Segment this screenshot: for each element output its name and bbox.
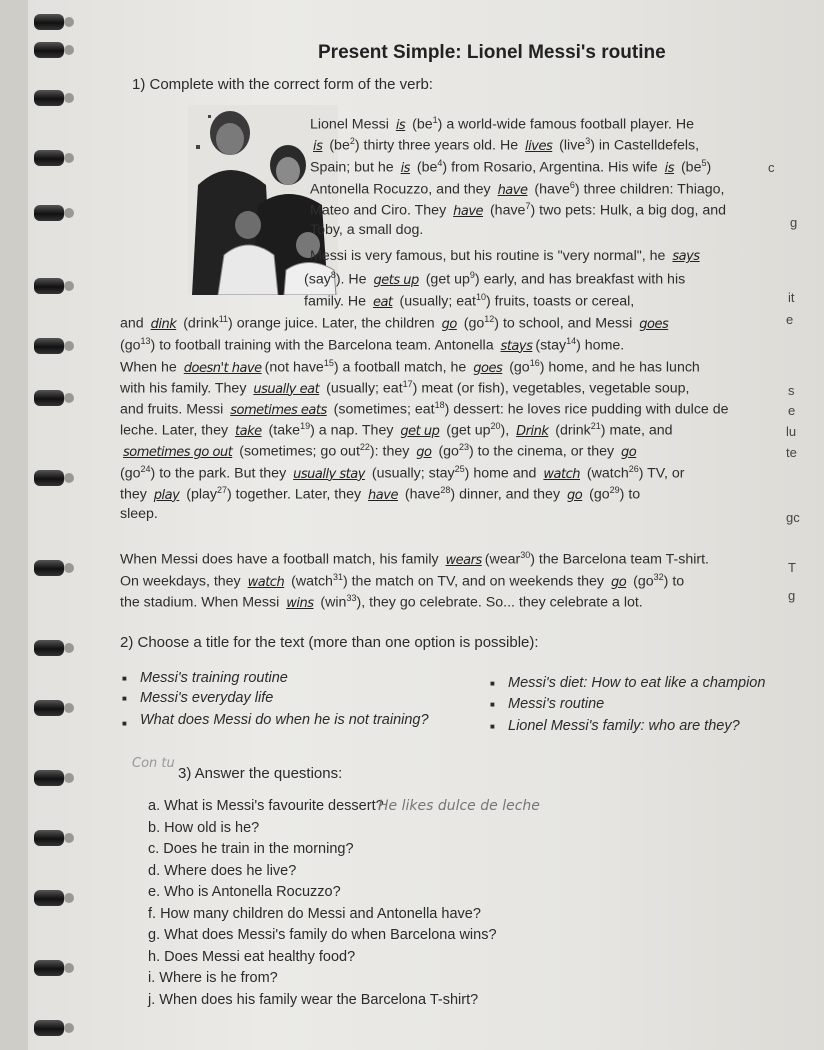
- exercise-line: [120, 421, 673, 439]
- handwritten-answer: says: [672, 249, 700, 264]
- text-segment: ) fruits, toasts or cereal,: [485, 293, 635, 310]
- handwritten-answer: is: [395, 117, 406, 133]
- exercise-line: [310, 158, 711, 176]
- question-item: i. Where is he from?: [148, 970, 278, 986]
- text-segment: (usually; stay: [367, 465, 455, 482]
- binding-ring: [34, 470, 64, 486]
- text-segment: ) home, and he has lunch: [539, 359, 700, 376]
- text-segment: (not have: [264, 359, 324, 376]
- blank-number: 23: [458, 442, 469, 452]
- text-segment: (go: [434, 443, 459, 460]
- text-segment: ) three children: Thiago,: [574, 181, 725, 198]
- binding-ring: [34, 640, 64, 656]
- title-option: ■ Lionel Messi's family: who are they?: [508, 718, 740, 734]
- blank-number: 22: [359, 442, 370, 452]
- exercise-line: [120, 314, 671, 332]
- text-segment: (be: [677, 159, 702, 176]
- text-segment: ) to football training with the Barcelona team. Antonella: [150, 337, 498, 354]
- text-segment: Spain; but he: [310, 159, 398, 176]
- text-segment: (be: [408, 116, 433, 133]
- text-segment: (sometimes; go out: [235, 443, 360, 460]
- text-segment: (get up: [442, 422, 491, 439]
- text-segment: they: [120, 486, 151, 503]
- text-segment: (have: [530, 181, 570, 198]
- text-segment: ) dessert: he loves rice pudding with dulce de: [444, 401, 729, 418]
- blank-number: 1: [432, 115, 438, 125]
- blank-number: 10: [475, 292, 486, 302]
- blank-number: 5: [701, 158, 707, 168]
- blank-number: 15: [323, 358, 334, 368]
- text-segment: (be: [325, 137, 350, 154]
- punch-hole: [64, 153, 74, 163]
- exercise-line: [304, 270, 685, 288]
- handwritten-answer: wears: [445, 552, 482, 568]
- punch-hole: [64, 208, 74, 218]
- handwritten-answer: usually stay: [293, 466, 365, 482]
- punch-hole: [64, 643, 74, 653]
- title-option: ■ Messi's training routine: [140, 670, 288, 686]
- text-segment: ) a nap. They: [310, 422, 398, 439]
- binding-ring: [34, 390, 64, 406]
- blank-number: 28: [440, 485, 451, 495]
- binding-ring: [34, 830, 64, 846]
- text-segment: ): [706, 159, 712, 176]
- text-segment: with his family. They: [120, 380, 251, 397]
- blank-number: 3: [585, 136, 591, 146]
- text-segment: ),: [500, 422, 514, 439]
- exercise-line: [120, 572, 684, 590]
- text-segment: (watch: [582, 465, 629, 482]
- handwritten-answer: have: [368, 487, 398, 503]
- handwritten-answer: play: [153, 487, 180, 503]
- handwritten-answer: take: [235, 423, 262, 439]
- punch-hole: [64, 1023, 74, 1033]
- text-segment: (watch: [287, 573, 333, 590]
- text-segment: (have: [400, 486, 441, 503]
- punch-hole: [64, 341, 74, 351]
- text-segment: On weekdays, they: [120, 573, 245, 590]
- punch-hole: [64, 893, 74, 903]
- text-segment: ) dinner, and they: [450, 486, 564, 503]
- binding-ring: [34, 890, 64, 906]
- title-option: ■ Messi's routine: [508, 696, 604, 712]
- blank-number: 4: [437, 158, 443, 168]
- exercise-line: [310, 201, 726, 219]
- blank-number: 8: [330, 270, 336, 280]
- binding-ring: [34, 560, 64, 576]
- text-segment: ) to school, and Messi: [494, 315, 637, 332]
- text-segment: ) the match on TV, and on weekends they: [342, 573, 608, 590]
- exercise-line: [120, 506, 158, 522]
- handwritten-answer: go: [621, 444, 637, 460]
- section1-heading: 1) Complete with the correct form of the verb:: [132, 76, 433, 93]
- text-segment: ) to the park. But they: [150, 465, 291, 482]
- text-segment: and: [120, 315, 148, 332]
- binding-ring: [34, 150, 64, 166]
- blank-number: 19: [300, 421, 311, 431]
- blank-number: 26: [628, 464, 639, 474]
- exercise-line: [310, 136, 699, 154]
- text-segment: sleep.: [120, 506, 158, 522]
- handwritten-answer: goes: [473, 360, 503, 376]
- blank-number: 33: [346, 593, 357, 603]
- binding-ring: [34, 770, 64, 786]
- punch-hole: [64, 393, 74, 403]
- binding-ring: [34, 278, 64, 294]
- text-segment: ). He: [335, 271, 371, 288]
- text-segment: leche. Later, they: [120, 422, 232, 439]
- binding-ring: [34, 700, 64, 716]
- handwritten-answer: sometimes eats: [230, 402, 327, 418]
- handwritten-answer: go: [566, 487, 583, 503]
- binding-ring: [34, 14, 64, 30]
- exercise-line: [304, 292, 634, 310]
- punch-hole: [64, 93, 74, 103]
- text-segment: (wear: [484, 551, 521, 568]
- binding-ring: [34, 42, 64, 58]
- blank-number: 24: [140, 464, 151, 474]
- handwritten-answer: wins: [286, 595, 314, 611]
- text-segment: ) in Castelldefels,: [590, 137, 700, 154]
- punch-hole: [64, 833, 74, 843]
- question-item: f. How many children do Messi and Antonella have?: [148, 905, 481, 922]
- answer-a-handwritten: He likes dulce de leche: [378, 798, 540, 814]
- exercise-line: [120, 336, 624, 354]
- text-segment: Mateo and Ciro. They: [310, 202, 451, 219]
- text-segment: (go: [585, 486, 610, 503]
- text-segment: (live: [555, 137, 586, 154]
- handwritten-answer: dink: [150, 316, 177, 332]
- text-segment: (play: [182, 486, 217, 503]
- blank-number: 21: [590, 421, 601, 431]
- text-segment: ) to: [619, 486, 641, 503]
- handwritten-answer: is: [664, 160, 675, 176]
- blank-number: 7: [525, 201, 531, 211]
- text-segment: ) a football match, he: [333, 359, 471, 376]
- punch-hole: [64, 703, 74, 713]
- text-segment: ) two pets: Hulk, a big dog, and: [530, 202, 727, 219]
- handwritten-answer: go: [441, 316, 457, 332]
- messi-family-photo: [188, 105, 338, 295]
- text-segment: (have: [486, 202, 526, 219]
- punch-hole: [64, 773, 74, 783]
- text-segment: ) meat (or fish), vegetables, vegetable soup,: [412, 380, 690, 397]
- blank-number: 18: [434, 400, 445, 410]
- question-item: g. What does Messi's family do when Barcelona wins?: [148, 927, 497, 943]
- text-segment: Toby, a small dog.: [310, 222, 424, 238]
- blank-number: 25: [454, 464, 465, 474]
- text-segment: (go: [629, 573, 654, 590]
- text-segment: (go: [120, 465, 141, 482]
- blank-number: 14: [566, 336, 577, 346]
- punch-hole: [64, 281, 74, 291]
- text-segment: (take: [264, 422, 301, 439]
- text-segment: ) from Rosario, Argentina. His wife: [442, 159, 662, 176]
- handwritten-answer: goes: [639, 316, 669, 332]
- blank-number: 13: [140, 336, 151, 346]
- exercise-line: [120, 379, 689, 397]
- blank-number: 30: [520, 550, 531, 560]
- text-segment: When he: [120, 359, 181, 376]
- text-segment: (be: [412, 159, 438, 176]
- text-segment: (drink: [551, 422, 591, 439]
- handwritten-answer: doesn't have: [183, 360, 262, 376]
- exercise-line: [310, 115, 694, 133]
- text-segment: the stadium. When Messi: [120, 594, 284, 611]
- exercise-line: [120, 593, 643, 611]
- binding-ring: [34, 205, 64, 221]
- text-segment: ) TV, or: [638, 465, 685, 482]
- handwritten-answer: sometimes go out: [123, 444, 233, 460]
- blank-number: 12: [484, 314, 495, 324]
- handwritten-answer: watch: [247, 574, 285, 590]
- handwritten-answer: have: [497, 182, 528, 198]
- spiral-binding: [28, 0, 68, 1050]
- handwritten-answer: Drink: [516, 423, 549, 439]
- text-segment: When Messi does have a football match, his family: [120, 551, 443, 568]
- text-segment: ) the Barcelona team T-shirt.: [530, 551, 709, 568]
- text-segment: ) to: [663, 573, 685, 590]
- exercise-line: [310, 222, 423, 238]
- text-segment: (say: [304, 271, 331, 288]
- question-item: h. Does Messi eat healthy food?: [148, 948, 356, 965]
- text-segment: (usually; eat: [395, 293, 476, 310]
- section3-heading: 3) Answer the questions:: [178, 765, 343, 782]
- worksheet-title: Present Simple: Lionel Messi's routine: [318, 42, 666, 63]
- text-segment: ) together. Later, they: [227, 486, 366, 503]
- question-item: c. Does he train in the morning?: [148, 841, 354, 857]
- handwritten-answer: eat: [372, 294, 393, 310]
- blank-number: 29: [609, 485, 620, 495]
- text-segment: ) home.: [576, 337, 625, 354]
- blank-number: 2: [349, 136, 355, 146]
- exercise-line: [120, 442, 639, 460]
- question-item: e. Who is Antonella Rocuzzo?: [148, 884, 341, 900]
- punch-hole: [64, 963, 74, 973]
- blank-number: 9: [469, 270, 475, 280]
- text-segment: and fruits. Messi: [120, 401, 228, 418]
- punch-hole: [64, 45, 74, 55]
- text-segment: Messi is very famous, but his routine is "very normal", he: [310, 248, 670, 264]
- handwritten-answer: have: [453, 203, 484, 219]
- question-item: j. When does his family wear the Barcelona T-shirt?: [148, 991, 479, 1008]
- text-segment: (drink: [179, 315, 219, 332]
- handwritten-answer: is: [313, 138, 323, 154]
- exercise-line: [120, 400, 729, 418]
- text-segment: ), they go celebrate. So... they celebrate a lot.: [356, 594, 643, 611]
- binding-ring: [34, 1020, 64, 1036]
- text-segment: (go: [505, 359, 530, 376]
- blank-number: 11: [218, 314, 229, 324]
- blank-number: 16: [529, 358, 540, 368]
- text-segment: ) to the cinema, or they: [468, 443, 619, 460]
- handwritten-answer: gets up: [373, 272, 419, 288]
- handwritten-answer: watch: [543, 466, 580, 482]
- text-segment: ): they: [369, 443, 414, 460]
- blank-number: 32: [653, 572, 664, 582]
- exercise-line: [310, 180, 725, 198]
- text-segment: (sometimes; eat: [329, 401, 435, 418]
- handwritten-answer: usually eat: [253, 381, 320, 397]
- punch-hole: [64, 17, 74, 27]
- section2-heading: 2) Choose a title for the text (more than one option is possible):: [120, 634, 539, 651]
- worksheet-page: Present Simple: Lionel Messi's routine 1) Complete with the correct form of the verb: Lionel Messi is $(be^1)$ a world-wide famous football player. He is $(be^2)$ thirty three years old. He lives (live$^3$) in Castelldefels, Spain; but he is $(be^4)$ from Rosario, Argentina. His wife is $(be^5)$ Antonella Rocuzzo, and they have (have$^6$) three children: Thiago, Mateo and Ciro. They have (have$^7$) two pets: Hulk, a big dog, and Toby, a small dog. Messi is very famous, but his routine is "very normal", he says (say$^8$). He gets up (get $up^9$) early, and has breakfast with his family. He eat (usually; eat$^{10}$) fruits, toasts or cereal, and dink (drink$^{11}$) orange juice. Later, the children go $(go^{12})$ to school, and Messi goes $(go^{13})$ to football training with the Barcelona team. Antonella stays (stay$^{14}$) home. When he doesn't have (not have$^{15}$) a football match, he goes $(go^{16})$ home, and he has lunch with his family. They usually eat (usually; eat$^{17}$) meat (or fish), vegetables, vegetable soup, and fruits. Messi sometimes eats (sometimes; eat$^{18}$) dessert: he loves rice pudding with dulce de leche. Later, they take (take$^{19}$) a nap. They get up (get $up^{20}$), Drink (drink$^{21}$) mate, and sometimes go out (sometimes; go out$^{22}$): they go $(go^{23})$ to the cinema, or they go $(go^{24})$ to the park. But they usually stay (usually; stay$^{25}$) home and watch (watch$^{26}$) TV, or they play (play$^{27}$) together. Later, they have (have$^{28}$) dinner, and they go $(go^{29})$ to sleep. When Messi does have a football match, his family wears (wear$^{30}$) the Barcelona team T-shirt. On weekdays, they watch (watch$^{31}$) the match on TV, and on weekends they go $(go^{32})$ to the stadium. When Messi wins (win$^{33}$), they go celebrate. So... they celebrate a lot. 2) Choose a title for the text (more than one option is possible): ■ Messi's training routine ■ Messi's everyday life ■ What does Messi do when he is not training? ■ Messi's diet: How to eat like a champion ■ Messi's routine ■ Lionel Messi's family: who are they? Con tu 3) Answer the questions: a. What is Messi's favourite dessert? b. How old is he? c. Does he train in the morning? d. Where does he live? e. Who is Antonella Rocuzzo? f. How many children do Messi and Antonella have? g. What does Messi's family do when Barcelona wins? h. Does Messi eat healthy food? i. Where is he from? j. When does his family wear the Barcelona T-shirt? He likes dulce de leche c g it e s e lu te gc T g: [28, 0, 824, 1050]
- title-option: ■ What does Messi do when he is not training?: [140, 710, 430, 730]
- blank-number: 17: [402, 379, 413, 389]
- text-segment: ) early, and has breakfast with his: [474, 271, 686, 288]
- handwritten-answer: go: [610, 574, 627, 590]
- title-option: ■ Messi's diet: How to eat like a champion: [508, 675, 765, 691]
- text-segment: ) a world-wide famous football player. He: [437, 116, 694, 133]
- blank-number: 27: [217, 485, 228, 495]
- blank-number: 20: [490, 421, 501, 431]
- text-segment: (go: [459, 315, 485, 332]
- punch-hole: [64, 563, 74, 573]
- exercise-line: [310, 248, 703, 264]
- text-segment: Antonella Rocuzzo, and they: [310, 181, 495, 198]
- question-item: b. How old is he?: [148, 819, 260, 836]
- binding-ring: [34, 338, 64, 354]
- text-segment: (usually; eat: [322, 380, 403, 397]
- text-segment: (win: [316, 594, 347, 611]
- text-segment: (get up: [421, 271, 470, 288]
- question-item: a. What is Messi's favourite dessert?: [148, 798, 384, 814]
- binding-ring: [34, 960, 64, 976]
- exercise-line: [120, 550, 709, 568]
- handwritten-answer: go: [416, 444, 432, 460]
- handwritten-answer: lives: [525, 138, 553, 154]
- text-segment: (go: [120, 337, 141, 354]
- text-segment: (stay: [535, 337, 567, 354]
- blank-number: 6: [569, 180, 575, 190]
- handwritten-answer: stays: [500, 338, 533, 354]
- binding-ring: [34, 90, 64, 106]
- punch-hole: [64, 473, 74, 483]
- blank-number: 31: [332, 572, 343, 582]
- text-segment: family. He: [304, 293, 370, 310]
- exercise-line: [120, 485, 640, 503]
- exercise-line: [120, 358, 700, 376]
- question-item: d. Where does he live?: [148, 862, 297, 879]
- margin-note: Con tu: [132, 756, 175, 771]
- title-option: ■ Messi's everyday life: [140, 690, 273, 706]
- handwritten-answer: get up: [400, 423, 440, 439]
- exercise-line: [120, 464, 684, 482]
- handwritten-answer: is: [400, 160, 410, 176]
- text-segment: ) home and: [464, 465, 541, 482]
- text-segment: Lionel Messi: [310, 116, 393, 133]
- text-segment: ) mate, and: [600, 422, 673, 439]
- text-segment: ) thirty three years old. He: [354, 137, 523, 154]
- text-segment: ) orange juice. Later, the children: [228, 315, 439, 332]
